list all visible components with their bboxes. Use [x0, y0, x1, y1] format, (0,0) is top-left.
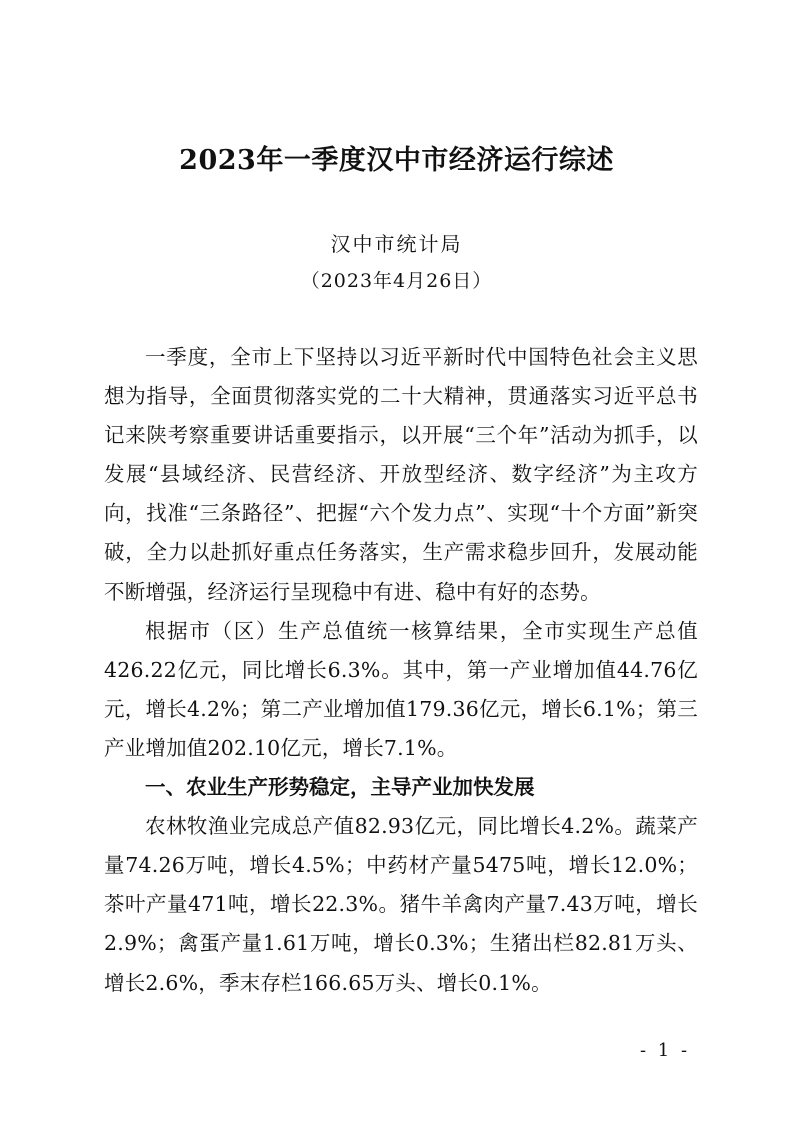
intro-paragraph: 一季度，全市上下坚持以习近平新时代中国特色社会主义思想为指导，全面贯彻落实党的二十大精神，贯通落实习近平总书记来陕考察重要讲话重要指示，以开展“三个年”活动为抓手，以发展“县域经济、民营经济、开放型经济、数字经济”为主攻方向，找准“三条路径”、把握“六个发力点”、实现“十个方面”新突破，全力以赴抓好重点任务落实，生产需求稳步回升，发展动能不断增强，经济运行呈现稳中有进、稳中有好的态势。 [104, 345, 698, 604]
page-number: - 1 - [640, 1040, 691, 1061]
gdp-paragraph: 根据市（区）生产总值统一核算结果，全市实现生产总值426.22亿元，同比增长6.3%。其中，第一产业增加值44.76亿元，增长4.2%；第二产业增加值179.36亿元，增长6.1%；第三产业增加值202.10亿元，增长7.1%。 [104, 618, 698, 760]
document-author: 汉中市统计局 [330, 232, 463, 256]
section-heading-agriculture: 一、农业生产形势稳定，主导产业加快发展 [145, 775, 535, 800]
document-body [104, 338, 698, 1003]
agriculture-paragraph: 农林牧渔业完成总产值82.93亿元，同比增长4.2%。蔬菜产量74.26万吨，增长4.5%；中药材产量5475吨，增长12.0%；茶叶产量471吨，增长22.3%。猪牛羊禽肉产量7.43万吨，增长2.9%；禽蛋产量1.61万吨，增长0.3%；生猪出栏82.81万头、增长2.6%，季末存栏166.65万头、增长0.1%。 [104, 814, 698, 995]
document-title: 2023年一季度汉中市经济运行综述 [179, 145, 614, 176]
document-date: （2023年4月26日） [300, 270, 493, 292]
